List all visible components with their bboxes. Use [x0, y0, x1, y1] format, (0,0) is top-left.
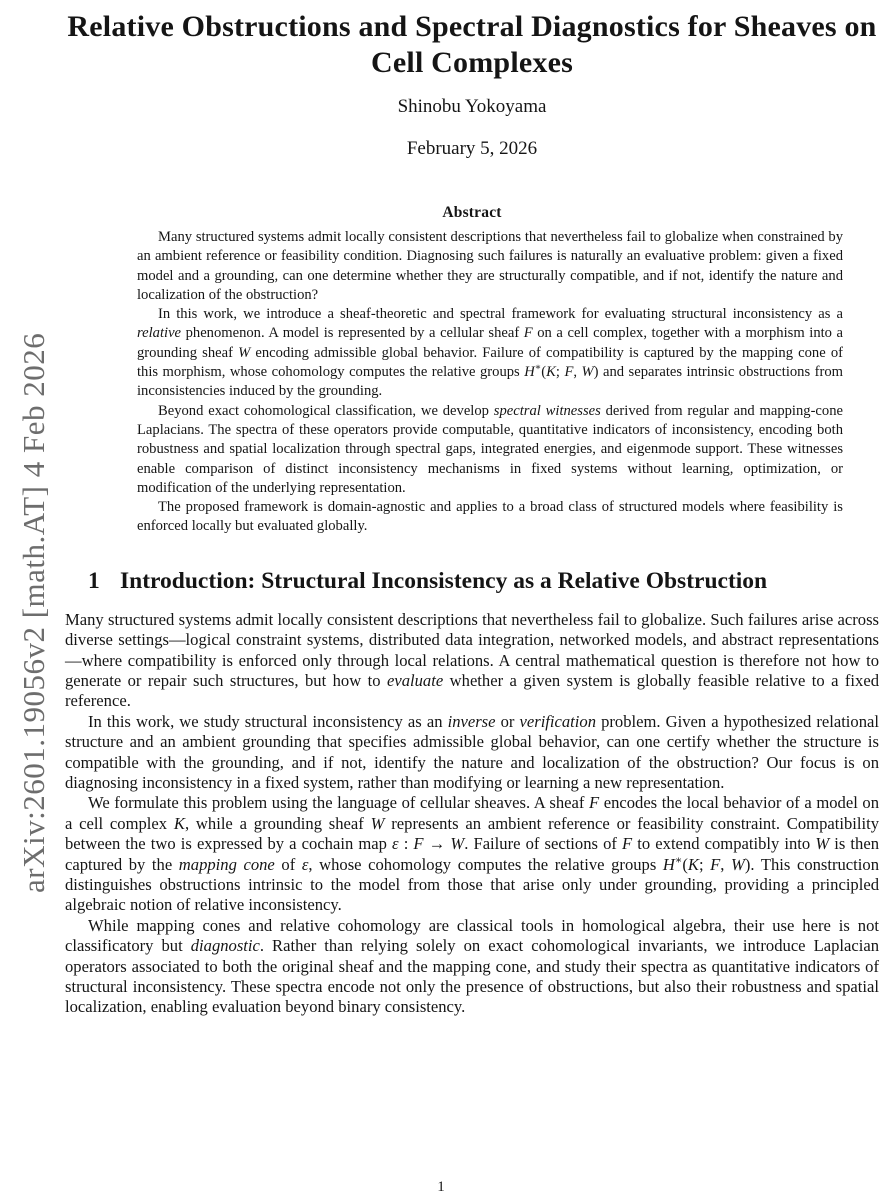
body-paragraph-2: In this work, we study structural inconsistency as an inverse or verification problem. Given a hypothesized relational structure and an ambient grounding that specifies admissible global behavior, can one certify whether the structure is compatible with the grounding, and if not, identify the nature and localization of the obstruction? Our focus is on diagnosing inconsistency in a fixed system, rather than modifying or learning a new representation.	[65, 711, 879, 792]
abstract-heading: Abstract	[442, 204, 502, 221]
publication-date: February 5, 2026	[406, 138, 538, 159]
section-heading	[88, 566, 879, 597]
page-number: 1	[437, 1179, 445, 1195]
section-title: Introduction: Structural Inconsistency as a Relative Obstruction	[120, 567, 768, 594]
paper-content	[65, 0, 879, 1018]
author-name: Shinobu Yokoyama	[397, 96, 547, 117]
paper-title: Relative Obstructions and Spectral Diagnostics for Sheaves on Cell Complexes	[67, 10, 877, 79]
abstract-paragraph-3: Beyond exact cohomological classification, we develop spectral witnesses derived from regular and mapping-cone Laplacians. The spectra of these operators provide computable, quantitative indicators of inconsistency, encoding both robustness and spatial localization through spectral gaps, integrated energies, and eigenmode support. These witnesses enable comparison of distinct inconsistency mechanisms in fixed systems without learning, optimization, or modification of the underlying representation.	[137, 402, 843, 496]
abstract-paragraph-2: In this work, we introduce a sheaf-theoretic and spectral framework for evaluating structural inconsistency as a relative phenomenon. A model is represented by a cellular sheaf F on a cell complex, together with a morphism into a grounding sheaf W encoding admissible global behavior. Failure of compatibility is captured by the mapping cone of this morphism, whose cohomology computes the relative groups H∗(K; F, W) and separates intrinsic obstructions from inconsistencies induced by the grounding.	[137, 306, 844, 400]
section-number: 1	[88, 567, 100, 594]
abstract-paragraph-1: Many structured systems admit locally consistent descriptions that nevertheless fail to globalize when constrained by an ambient reference or feasibility condition. Diagnosing such failures is naturally an evaluative problem: given a fixed model and a grounding, can one determine whether they are structurally compatible, and if not, identify the nature and localization of the obstruction?	[137, 229, 843, 303]
body-paragraph-3: We formulate this problem using the language of cellular sheaves. A sheaf F encodes the local behavior of a model on a cell complex K, while a grounding sheaf W represents an ambient reference or feasibility constraint. Compatibility between the two is expressed by a cochain map ε : F → W. Failure of sections of F to extend compatibly into W is then captured by the mapping cone of ε, whose cohomology computes the relative groups H∗(K; F, W). This construction distinguishes obstructions intrinsic to the model from those that arise only under grounding, providing a principled algebraic notion of relative inconsistency.	[65, 793, 879, 915]
body-paragraph-4: While mapping cones and relative cohomology are classical tools in homological algebra, their use here is not classificatory but diagnostic. Rather than relying solely on exact cohomological invariants, we introduce Laplacian operators associated to both the original sheaf and the mapping cone, and study their spectra as quantitative indicators of structural inconsistency. These spectra encode not only the presence of obstructions, but also their robustness and spatial localization, enabling evaluation beyond binary consistency.	[65, 915, 879, 1017]
body-paragraph-1: Many structured systems admit locally consistent descriptions that nevertheless fail to globalize. Such failures arise across diverse settings—logical constraint systems, distributed data integration, networked models, and abstract representations—where compatibility is enforced only through local relations. A central mathematical question is therefore not how to generate or repair such structures, but how to evaluate whether a given system is globally feasible relative to a fixed reference.	[65, 609, 879, 711]
abstract-body	[137, 228, 843, 537]
arxiv-watermark: arXiv:2601.19056v2 [math.AT] 4 Feb 2026	[16, 332, 51, 893]
section-body	[65, 610, 879, 1018]
abstract-paragraph-4: The proposed framework is domain-agnostic and applies to a broad class of structured models where feasibility is enforced locally but evaluated globally.	[137, 499, 843, 535]
